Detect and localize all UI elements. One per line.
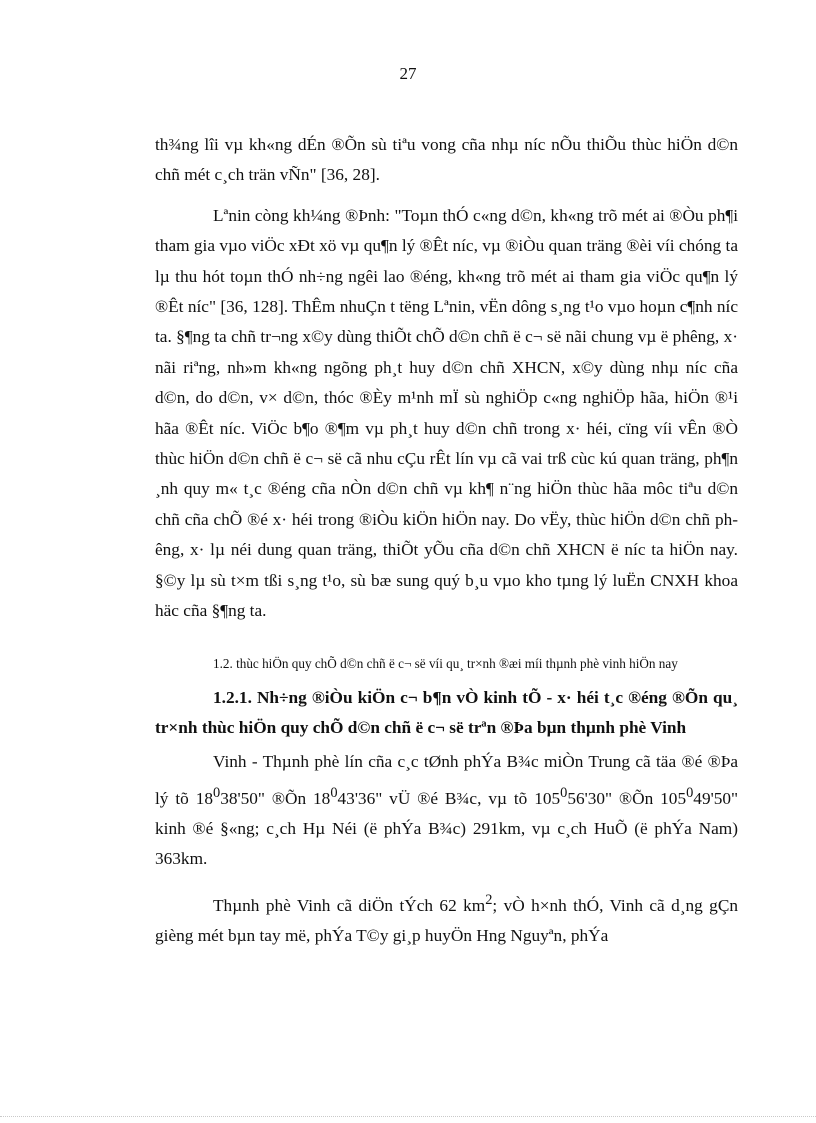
area-sup: 2 (485, 891, 493, 908)
paragraph-vinh-location (155, 747, 738, 874)
vinh-text-4: 56'30" ®Õn 105 (567, 788, 687, 808)
vinh-text-5: 49'50" kinh ®é §«ng; c¸ch Hµ Néi (ë phÝa B¾c) 291km, vµ c¸ch HuÕ (ë phÝa Nam) 363km. (155, 788, 739, 869)
degree-sup-3: 0 (560, 784, 568, 801)
area-text-2: ; vÒ h×nh thÓ, Vinh cã d¸ng gÇn gièng mét bµn tay më, phÝa T©y gi¸p huyÖn Hng Nguyªn, phÝa (155, 895, 738, 945)
paragraph-vinh-area (155, 885, 738, 952)
area-text-1: Thµnh phè Vinh cã diÖn tÝch 62 km (213, 895, 486, 915)
section-heading: 1.2. thùc hiÖn quy chÕ d©n chñ ë c¬ së víi qu¸ tr×nh ®æi míi thµnh phè vinh hiÖn nay (213, 655, 678, 671)
document-body (155, 130, 738, 951)
vinh-text-3: 43'36" vÜ ®é B¾c, vµ tõ 105 (337, 788, 561, 808)
paragraph-continued: th¾ng lîi vµ kh«ng dÉn ®Õn sù tiªu vong cña nhµ níc nÕu thiÕu thùc hiÖn d©n chñ mét c¸ch trän vÑn" [36, 28]. (155, 135, 738, 185)
degree-sup-2: 0 (330, 784, 338, 801)
page-bottom-divider (0, 1116, 816, 1117)
page-number: 27 (399, 64, 417, 83)
vinh-text-1: Vinh - Thµnh phè lín cña c¸c tØnh phÝa B¾c miÒn Trung cã täa ®é ®Þa lý tõ 18 (155, 752, 738, 808)
degree-sup-4: 0 (686, 784, 694, 801)
paragraph-lenin: Lªnin còng kh¼ng ®Þnh: "Toµn thÓ c«ng d©n, kh«ng trõ mét ai ®Òu ph¶i tham gia vµo viÖc xÐt xö vµ qu¶n lý ®Êt níc, vµ ®iÒu quan träng ®èi víi chóng ta lµ thu hót toµn thÓ nh÷ng ngêi lao ®éng, kh«ng trõ mét ai tham gia viÖc qu¶n lý ®Êt níc" [36, 128]. ThÊm nhuÇn t tëng Lªnin, vËn dông s¸ng t¹o vµo hoµn c¶nh níc ta. §¶ng ta chñ tr¬ng x©y dùng thiÕt chÕ d©n chñ ë c¬ së nãi chung vµ ë phêng, x· nãi riªng, nh»m kh«ng ngõng ph¸t huy d©n chñ XHCN, x©y dùng nhµ níc cña d©n, do d©n, v× d©n, thóc ®Èy m¹nh mÏ sù nghiÖp c«ng nghiÖp hãa, hiÖn ®¹i hãa ®Êt níc. ViÖc b¶o ®¶m vµ ph¸t huy d©n chñ trong x· héi, cïng víi vÊn ®Ò thùc hiÖn d©n chñ ë c¬ së cã nhu cÇu rÊt lín vµ cã vai trß cùc kú quan träng, ph¶n ¸nh quy m« t¸c ®éng cña nÒn d©n chñ vµ kh¶ n¨ng hiÖn thùc hãa môc tiªu d©n chñ cña chÕ ®é x· héi trong ®iÒu kiÖn hiÖn nay. Do vËy, thùc hiÖn d©n chñ phêng, x· lµ néi dung quan träng, thiÕt yÕu cña d©n chñ XHCN ë níc ta hiÖn nay. §©y lµ sù t×m tßi s¸ng t¹o, sù bæ sung quý b¸u vµo kho tµng lý luËn CNXH khoa häc cña §¶ng ta. (155, 205, 738, 621)
degree-sup-1: 0 (213, 784, 221, 801)
vinh-text-2: 38'50" ®Õn 18 (220, 788, 331, 808)
subsection-heading: 1.2.1. Nh÷ng ®iÒu kiÖn c¬ b¶n vÒ kinh tÕ - x· héi t¸c ®éng ®Õn qu¸ tr×nh thùc hiÖn quy chÕ d©n chñ ë c¬ së trªn ®Þa bµn thµnh phè Vinh (155, 687, 738, 737)
